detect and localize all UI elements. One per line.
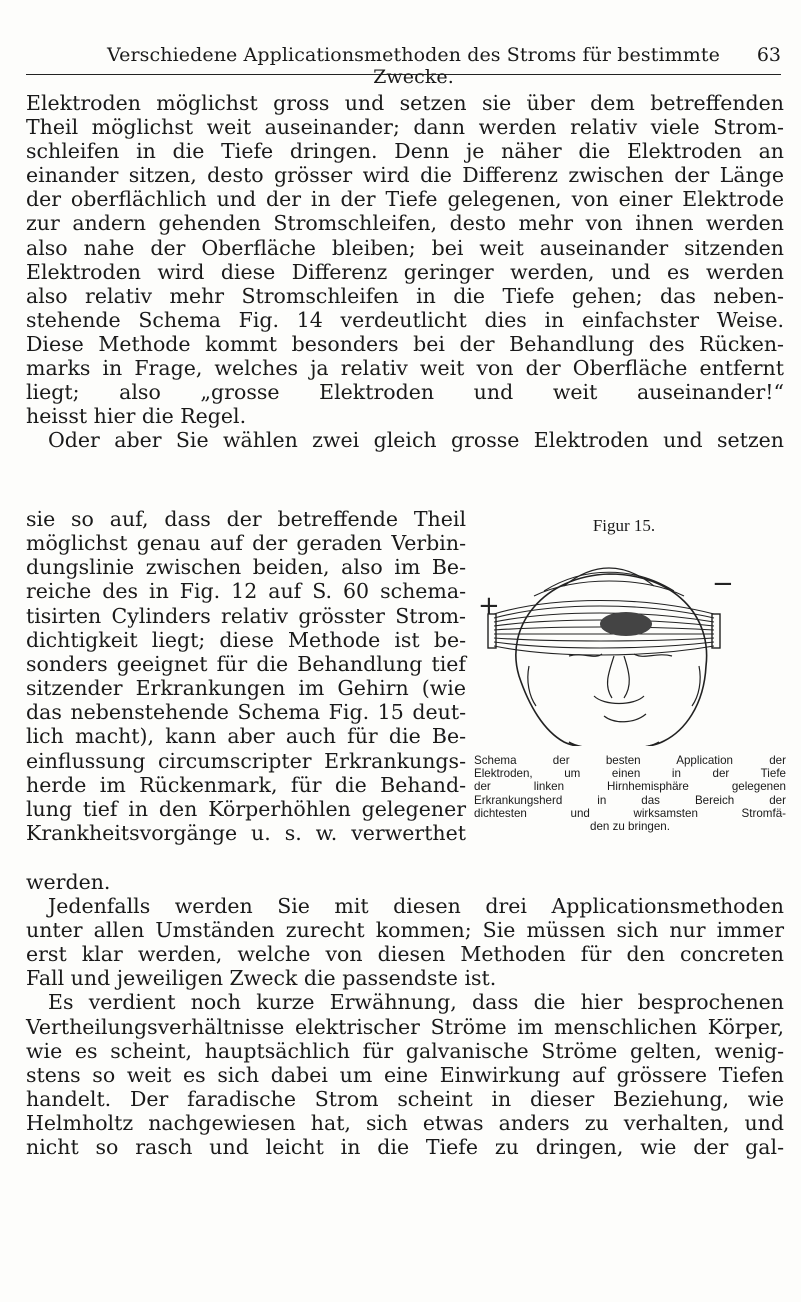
text-line: marks in Frage, welches ja relativ weit von der Oberfläche entfernt — [26, 356, 784, 381]
text-line: also relativ mehr Stromschleifen in die Tiefe gehen; das neben- — [26, 283, 784, 308]
text-line: Elektroden wird diese Differenz geringer werden, und es werden — [26, 259, 784, 284]
text-line: werden. — [26, 870, 111, 894]
text-line: lich macht), kann aber auch für die Be- — [26, 724, 466, 749]
right-electrode — [712, 614, 720, 648]
text-block-top — [26, 91, 784, 452]
text-line: Helmholtz nachgewiesen hat, sich etwas anders zu verhalten, und — [26, 1110, 784, 1135]
caption-line: Schema der besten Application der — [474, 754, 786, 767]
text-line: einander sitzen, desto grösser wird die Differenz zwischen der Länge — [26, 163, 784, 188]
text-line: einflussung circumscripter Erkrankungs- — [26, 748, 466, 773]
text-line: schleifen in die Tiefe dringen. Denn je näher die Elektroden an — [26, 139, 784, 164]
brain-electrode-schema — [474, 556, 786, 746]
chin-outline — [569, 742, 659, 746]
text-line: stens so weit es sich dabei um eine Einwirkung auf grössere Tiefen — [26, 1062, 784, 1087]
text-line: tisirten Cylinders relativ grösster Strom- — [26, 603, 466, 628]
plus-electrode-label: + — [478, 591, 500, 621]
caption-line: Elektroden, um einen in der Tiefe — [474, 767, 786, 781]
text-line: stehende Schema Fig. 14 verdeutlicht dies in einfachster Weise. — [26, 307, 784, 332]
text-line: Oder aber Sie wählen zwei gleich grosse Elektroden und setzen — [48, 428, 784, 453]
text-line: heisst hier die Regel. — [26, 404, 247, 429]
text-line: Krankheitsvorgänge u. s. w. verwerthet — [26, 821, 466, 846]
text-line: dungslinie zwischen beiden, also im Be- — [26, 555, 466, 580]
caption-line: dichtesten und wirksamsten Stromfä- — [474, 806, 786, 820]
text-line: wie es scheint, hauptsächlich für galvanische Ströme gelten, wenig- — [26, 1038, 784, 1063]
text-block-wrapped — [26, 507, 466, 845]
caption-line: den zu bringen. — [590, 820, 670, 834]
current-lines — [494, 568, 714, 655]
text-line: nicht so rasch und leicht in die Tiefe zu dringen, wie der gal- — [26, 1135, 784, 1160]
text-line: herde im Rückenmark, für die Behand- — [26, 772, 466, 797]
figure-label: Figur 15. — [592, 516, 656, 535]
text-line: möglichst genau auf der geraden Verbin- — [26, 531, 466, 556]
text-line: handelt. Der faradische Strom scheint in dieser Beziehung, wie — [26, 1086, 784, 1111]
text-line: Theil möglichst weit auseinander; dann werden relativ viele Strom- — [26, 115, 784, 140]
text-line: sie so auf, dass der betreffende Theil — [26, 507, 466, 531]
minus-electrode-label: − — [712, 569, 734, 599]
text-line: lung tief in den Körperhöhlen gelegener — [26, 796, 466, 821]
running-title: Verschiedene Applicationsmethoden des Stroms für bestimmte Zwecke. — [107, 44, 720, 88]
text-line: Es verdient noch kurze Erwähnung, dass die hier besprochenen — [48, 990, 784, 1015]
text-line: unter allen Umständen zurecht kommen; Sie müssen sich nur immer — [26, 918, 784, 943]
page-number: 63 — [756, 44, 781, 66]
brain-structures — [528, 654, 700, 722]
text-line: Elektroden möglichst gross und setzen sie über dem betreffenden — [26, 91, 784, 115]
text-line: sitzender Erkrankungen im Gehirn (wie — [26, 676, 466, 701]
figure-caption — [474, 754, 786, 833]
caption-line: der linken Hirnhemisphäre gelegenen — [474, 780, 786, 794]
text-line: Jedenfalls werden Sie mit diesen drei Applicationsmethoden — [48, 894, 784, 919]
lesion-focus — [600, 612, 652, 636]
text-line: liegt; also „grosse Elektroden und weit auseinander!“ — [26, 380, 784, 405]
text-block-bottom — [26, 870, 784, 1159]
text-line: zur andern gehenden Stromschleifen, desto mehr von ihnen werden — [26, 211, 784, 236]
running-header — [26, 44, 781, 88]
text-line: erst klar werden, welche von diesen Methoden für den concreten — [26, 942, 784, 967]
caption-line: Erkrankungsherd in das Bereich der — [474, 793, 786, 807]
text-line: dichtigkeit liegt; diese Methode ist be- — [26, 627, 466, 652]
text-line: also nahe der Oberfläche bleiben; bei weit auseinander sitzenden — [26, 235, 784, 260]
text-line: der oberflächlich und der in der Tiefe gelegenen, von einer Elektrode — [26, 187, 784, 212]
text-line: Fall und jeweiligen Zweck die passendste ist. — [26, 966, 497, 991]
text-line: das nebenstehende Schema Fig. 15 deut- — [26, 700, 466, 725]
text-line: sonders geeignet für die Behandlung tief — [26, 651, 466, 676]
text-line: Diese Methode kommt besonders bei der Behandlung des Rücken- — [26, 331, 784, 356]
text-line: reiche des in Fig. 12 auf S. 60 schema- — [26, 579, 466, 604]
text-line: Vertheilungsverhältnisse elektrischer Ströme im menschlichen Körper, — [26, 1014, 784, 1039]
